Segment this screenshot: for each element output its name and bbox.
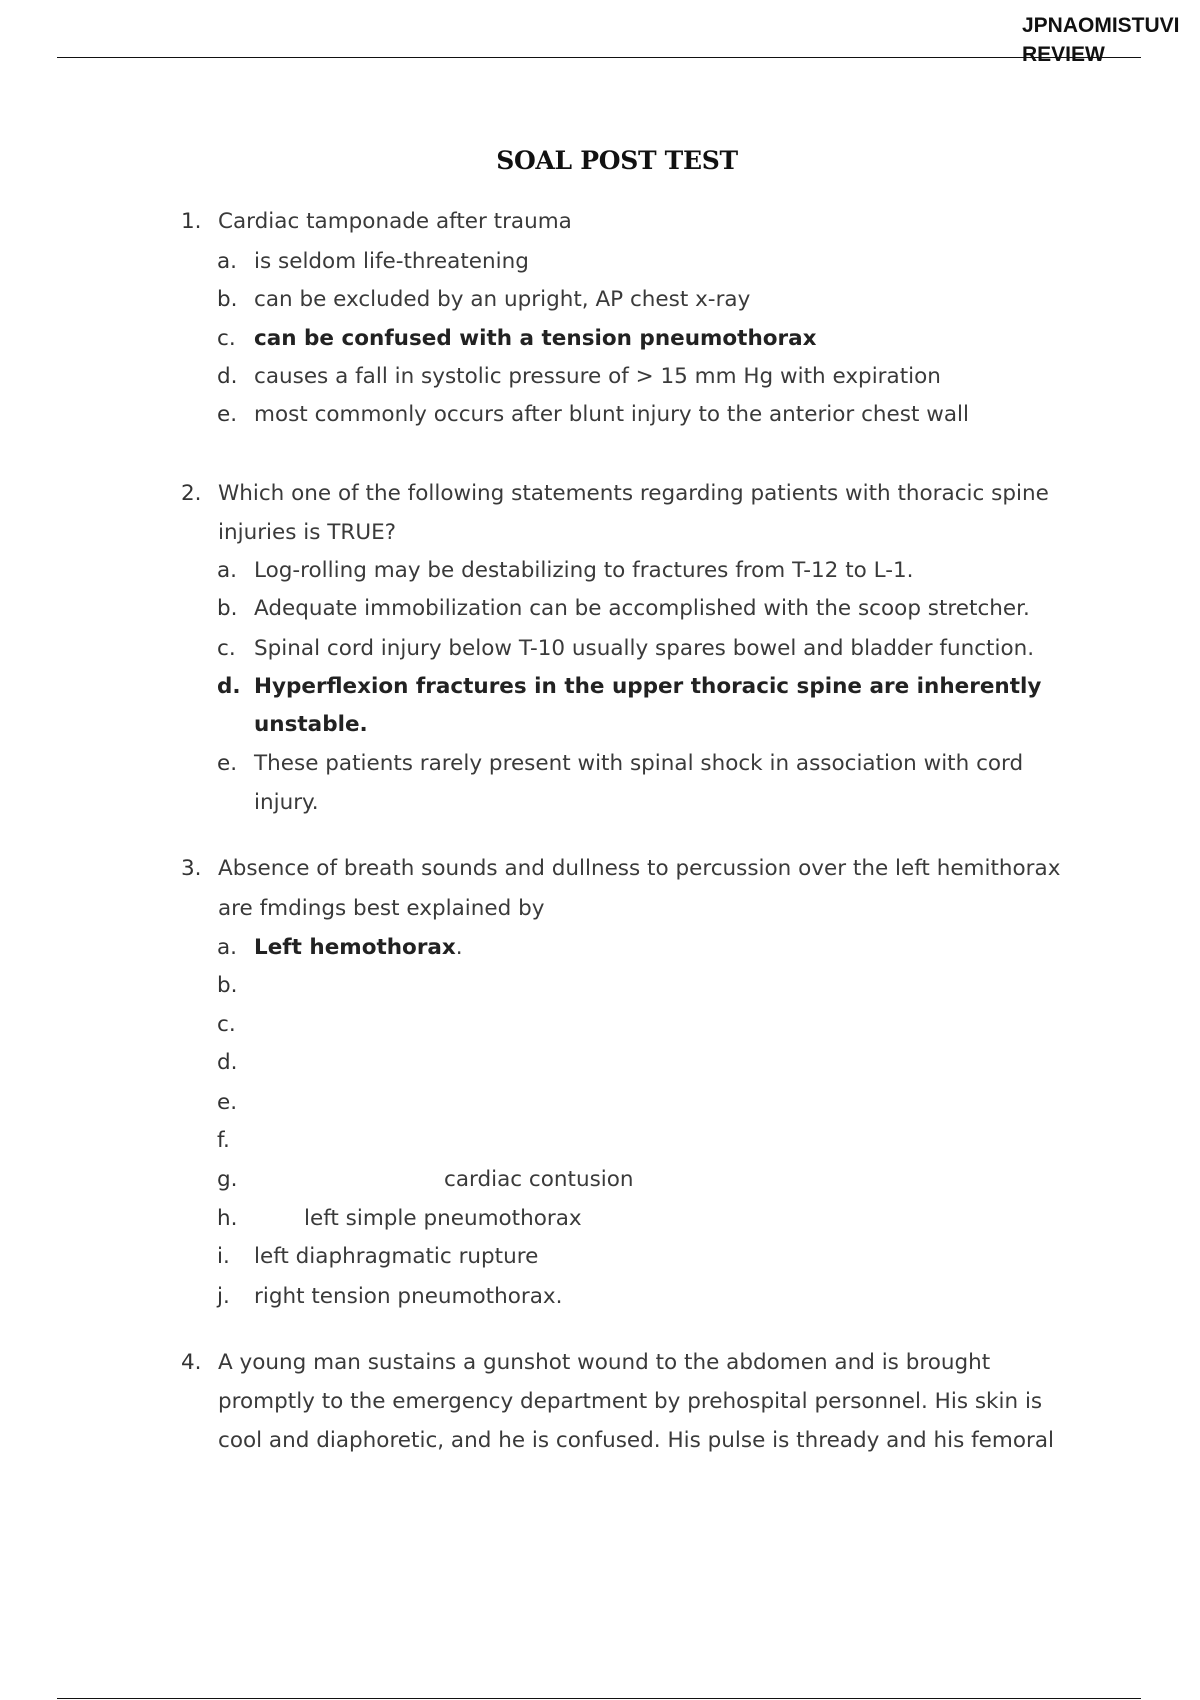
option-letter: c.	[217, 326, 236, 351]
question-stem: cool and diaphoretic, and he is confused. His pulse is thready and his femoral	[218, 1428, 1054, 1453]
option-text: most commonly occurs after blunt injury to the anterior chest wall	[254, 402, 969, 427]
option-text-answer: unstable.	[254, 712, 368, 737]
option-text: can be excluded by an upright, AP chest x-ray	[254, 287, 751, 312]
question-stem: Cardiac tamponade after trauma	[218, 209, 572, 234]
question-number: 3.	[181, 856, 202, 881]
page-header-name: JPNAOMISTUVI	[1022, 14, 1180, 37]
question-stem: Which one of the following statements regarding patients with thoracic spine	[218, 481, 1049, 506]
header-rule	[57, 57, 1141, 58]
question-number: 2.	[181, 481, 202, 506]
option-text: is seldom life-threatening	[254, 249, 529, 274]
option-letter: b.	[217, 596, 238, 621]
option-letter: h.	[217, 1206, 238, 1231]
option-suffix: .	[455, 935, 463, 960]
option-letter: f.	[217, 1128, 230, 1153]
question-number: 4.	[181, 1350, 202, 1375]
option-text-answer	[254, 937, 463, 959]
option-letter: c.	[217, 636, 236, 661]
question-stem: Absence of breath sounds and dullness to percussion over the left hemithorax	[218, 856, 1061, 881]
option-letter: e.	[217, 751, 238, 776]
option-letter: b.	[217, 973, 238, 998]
option-text: injury.	[254, 790, 319, 815]
option-text: Log-rolling may be destabilizing to fractures from T-12 to L-1.	[254, 558, 914, 583]
option-letter: j.	[217, 1284, 230, 1309]
option-letter-answer: d.	[217, 674, 241, 699]
option-text: right tension pneumothorax.	[254, 1284, 563, 1309]
option-letter: i.	[217, 1244, 230, 1269]
option-text-answer: Hyperflexion fractures in the upper thoracic spine are inherently	[254, 674, 1042, 699]
question-stem: promptly to the emergency department by prehospital personnel. His skin is	[218, 1389, 1043, 1414]
option-text: left simple pneumothorax	[304, 1206, 582, 1231]
option-letter: e.	[217, 402, 238, 427]
option-letter: d.	[217, 1050, 238, 1075]
question-number: 1.	[181, 209, 202, 234]
question-stem: A young man sustains a gunshot wound to the abdomen and is brought	[218, 1350, 991, 1375]
option-letter: c.	[217, 1012, 236, 1037]
option-letter: g.	[217, 1167, 238, 1192]
option-text: These patients rarely present with spinal shock in association with cord	[254, 751, 1024, 776]
option-text: Adequate immobilization can be accomplished with the scoop stretcher.	[254, 596, 1030, 621]
question-stem: injuries is TRUE?	[218, 520, 397, 545]
option-letter: e.	[217, 1090, 238, 1115]
question-stem: are fmdings best explained by	[218, 896, 545, 921]
option-text: causes a fall in systolic pressure of > 15 mm Hg with expiration	[254, 364, 941, 389]
option-text: Spinal cord injury below T-10 usually spares bowel and bladder function.	[254, 636, 1035, 661]
option-letter: a.	[217, 558, 238, 583]
option-text-answer: can be confused with a tension pneumothorax	[254, 326, 817, 351]
option-letter: a.	[217, 935, 238, 960]
option-letter: d.	[217, 364, 238, 389]
option-text: left diaphragmatic rupture	[254, 1244, 539, 1269]
option-answer-bold: Left hemothorax	[254, 935, 456, 960]
option-letter: b.	[217, 287, 238, 312]
page-header-sub: REVIEW	[1022, 43, 1105, 66]
option-letter: a.	[217, 249, 238, 274]
option-text: cardiac contusion	[444, 1167, 634, 1192]
footer-rule	[57, 1698, 1141, 1699]
page-title: SOAL POST TEST	[496, 146, 738, 175]
